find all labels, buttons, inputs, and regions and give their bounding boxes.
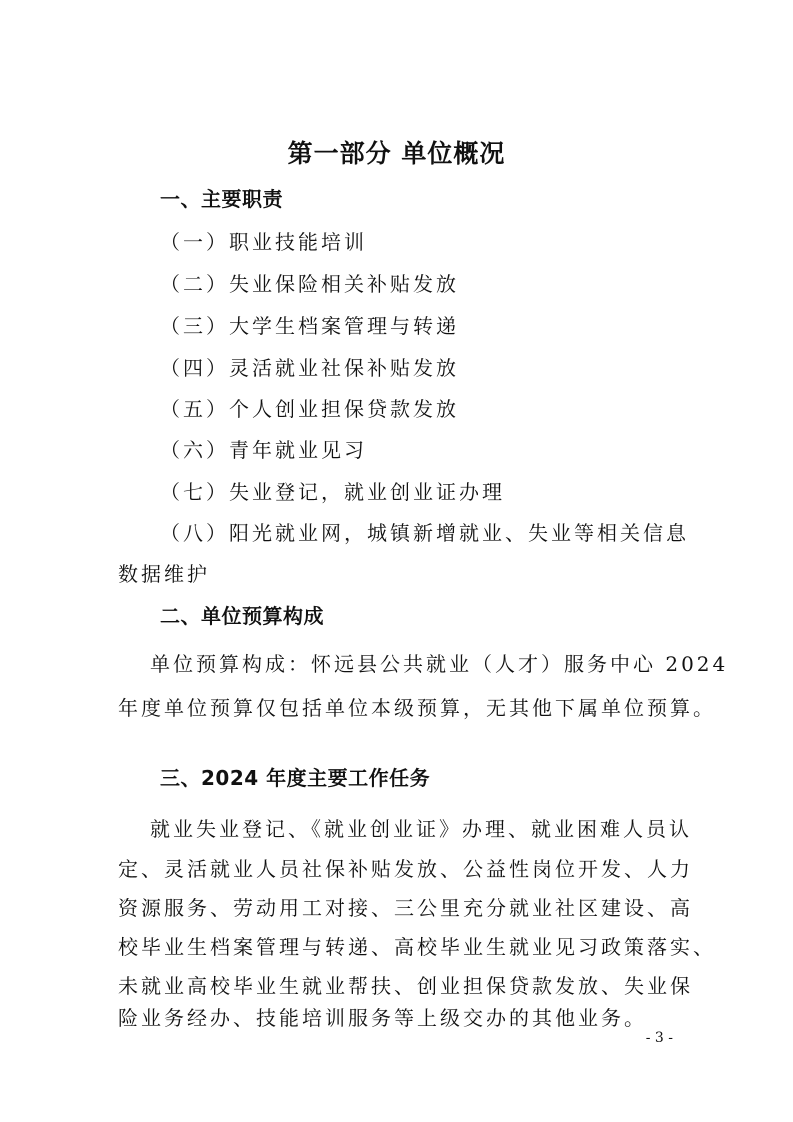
section-heading-main-duties: 一、主要职责 xyxy=(160,187,283,211)
duty-item-8-continuation: 数据维护 xyxy=(118,562,210,586)
duty-item-5: （五）个人创业担保贷款发放 xyxy=(160,397,459,421)
work-tasks-paragraph-line-3: 资源服务、劳动用工对接、三公里充分就业社区建设、高 xyxy=(118,896,693,920)
work-tasks-paragraph-line-1: 就业失业登记、《就业创业证》办理、就业困难人员认 xyxy=(150,817,692,841)
budget-paragraph-line-1: 单位预算构成：怀远县公共就业（人才）服务中心 2024 xyxy=(150,652,729,676)
page-number: - 3 - xyxy=(645,1030,673,1046)
duty-item-3: （三）大学生档案管理与转递 xyxy=(160,314,459,338)
duty-item-6: （六）青年就业见习 xyxy=(160,438,367,462)
duty-item-8: （八）阳光就业网，城镇新增就业、失业等相关信息 xyxy=(160,521,689,545)
work-tasks-paragraph-line-2: 定、灵活就业人员社保补贴发放、公益性岗位开发、人力 xyxy=(118,857,693,881)
budget-paragraph-line-2: 年度单位预算仅包括单位本级预算，无其他下属单位预算。 xyxy=(118,696,716,720)
duty-item-1: （一）职业技能培训 xyxy=(160,230,367,254)
section-heading-budget-composition: 二、单位预算构成 xyxy=(160,604,324,628)
duty-item-4: （四）灵活就业社保补贴发放 xyxy=(160,356,459,380)
page-title: 第一部分 单位概况 xyxy=(287,139,506,168)
duty-item-7: （七）失业登记，就业创业证办理 xyxy=(160,480,505,504)
work-tasks-paragraph-line-4: 校毕业生档案管理与转递、高校毕业生就业见习政策落实、 xyxy=(118,935,716,959)
work-tasks-paragraph-line-6: 险业务经办、技能培训服务等上级交办的其他业务。 xyxy=(118,1006,647,1030)
section-heading-2024-work-tasks: 三、2024 年度主要工作任务 xyxy=(160,766,431,790)
duty-item-2: （二）失业保险相关补贴发放 xyxy=(160,272,459,296)
work-tasks-paragraph-line-5: 未就业高校毕业生就业帮扶、创业担保贷款发放、失业保 xyxy=(118,974,693,998)
